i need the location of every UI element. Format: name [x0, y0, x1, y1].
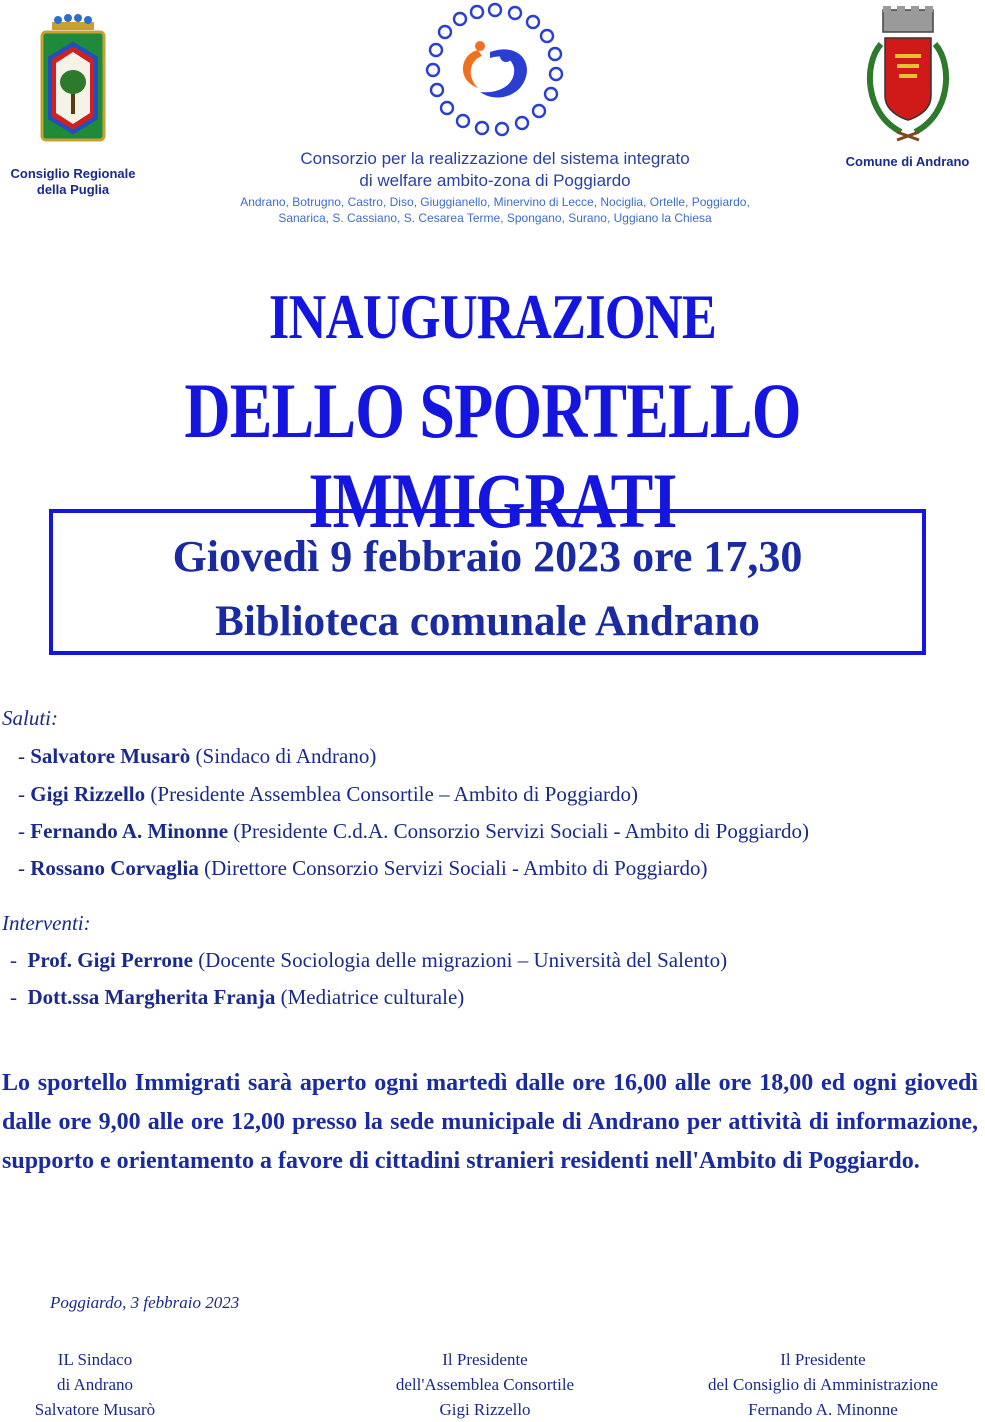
- event-date: Giovedì 9 febbraio 2023 ore 17,30: [172, 532, 803, 581]
- opening-hours-paragraph: Lo sportello Immigrati sarà aperto ogni martedì dalle ore 16,00 alle ore 18,00 ed ogni giovedì dalle ore 9,00 alle ore 12,00 presso la sede municipale di Andrano per attività di informazione, supporto e orientamento a favore di cittadini stranieri residenti nell'Ambito di Poggiardo.: [2, 1070, 978, 1174]
- consorzio-towns-line2: Sanarica, S. Cassiano, S. Cesarea Terme, Spongano, Surano, Uggiano la Chiesa: [278, 211, 712, 225]
- left-caption-line1: Consiglio Regionale: [10, 166, 136, 181]
- event-box: [49, 509, 926, 655]
- event-venue: Biblioteca comunale Andrano: [215, 598, 760, 645]
- signature-presidente-cda: Il Presidente del Consiglio di Amministrazione Fernando A. Minonne: [708, 1350, 938, 1419]
- title-line2: DELLO SPORTELLO IMMIGRATI: [184, 367, 801, 544]
- interventi-item: - Prof. Gigi Perrone (Docente Sociologia delle migrazioni – Università del Salento): [10, 948, 728, 972]
- interventi-item: - Dott.ssa Margherita Franja (Mediatrice culturale): [10, 985, 465, 1009]
- consorzio-ring-icon: [420, 2, 570, 144]
- andrano-crest-icon: [853, 4, 963, 146]
- comune-andrano-logo: [830, 0, 985, 169]
- puglia-shield-icon: [28, 8, 118, 148]
- consorzio-name-line1: Consorzio per la realizzazione del sistema integrato: [300, 149, 690, 168]
- regione-puglia-logo: [0, 0, 146, 198]
- place-date: Poggiardo, 3 febbraio 2023: [50, 1293, 240, 1312]
- signature-sindaco: IL Sindaco di Andrano Salvatore Musarò: [34, 1350, 156, 1419]
- consorzio-name-line2: di welfare ambito-zona di Poggiardo: [359, 171, 631, 190]
- interventi-label: Interventi:: [2, 911, 91, 935]
- saluti-item: - Fernando A. Minonne (Presidente C.d.A. Consorzio Servizi Sociali - Ambito di Poggiardo): [18, 819, 809, 843]
- title-line1: INAUGURAZIONE: [268, 281, 717, 352]
- consorzio-towns-line1: Andrano, Botrugno, Castro, Diso, Giuggianello, Minervino di Lecce, Nociglia, Ortelle, Poggiardo,: [240, 195, 750, 209]
- left-caption-line2: della Puglia: [36, 182, 110, 197]
- right-caption: Comune di Andrano: [845, 154, 970, 169]
- saluti-item: - Salvatore Musarò (Sindaco di Andrano): [18, 744, 377, 768]
- signature-presidente-assemblea: Il Presidente dell'Assemblea Consortile Gigi Rizzello: [395, 1350, 575, 1419]
- saluti-label: Saluti:: [2, 706, 58, 730]
- saluti-item: - Rossano Corvaglia (Direttore Consorzio Servizi Sociali - Ambito di Poggiardo): [18, 856, 708, 880]
- saluti-item: - Gigi Rizzello (Presidente Assemblea Consortile – Ambito di Poggiardo): [18, 782, 639, 806]
- consorzio-logo: [220, 0, 770, 226]
